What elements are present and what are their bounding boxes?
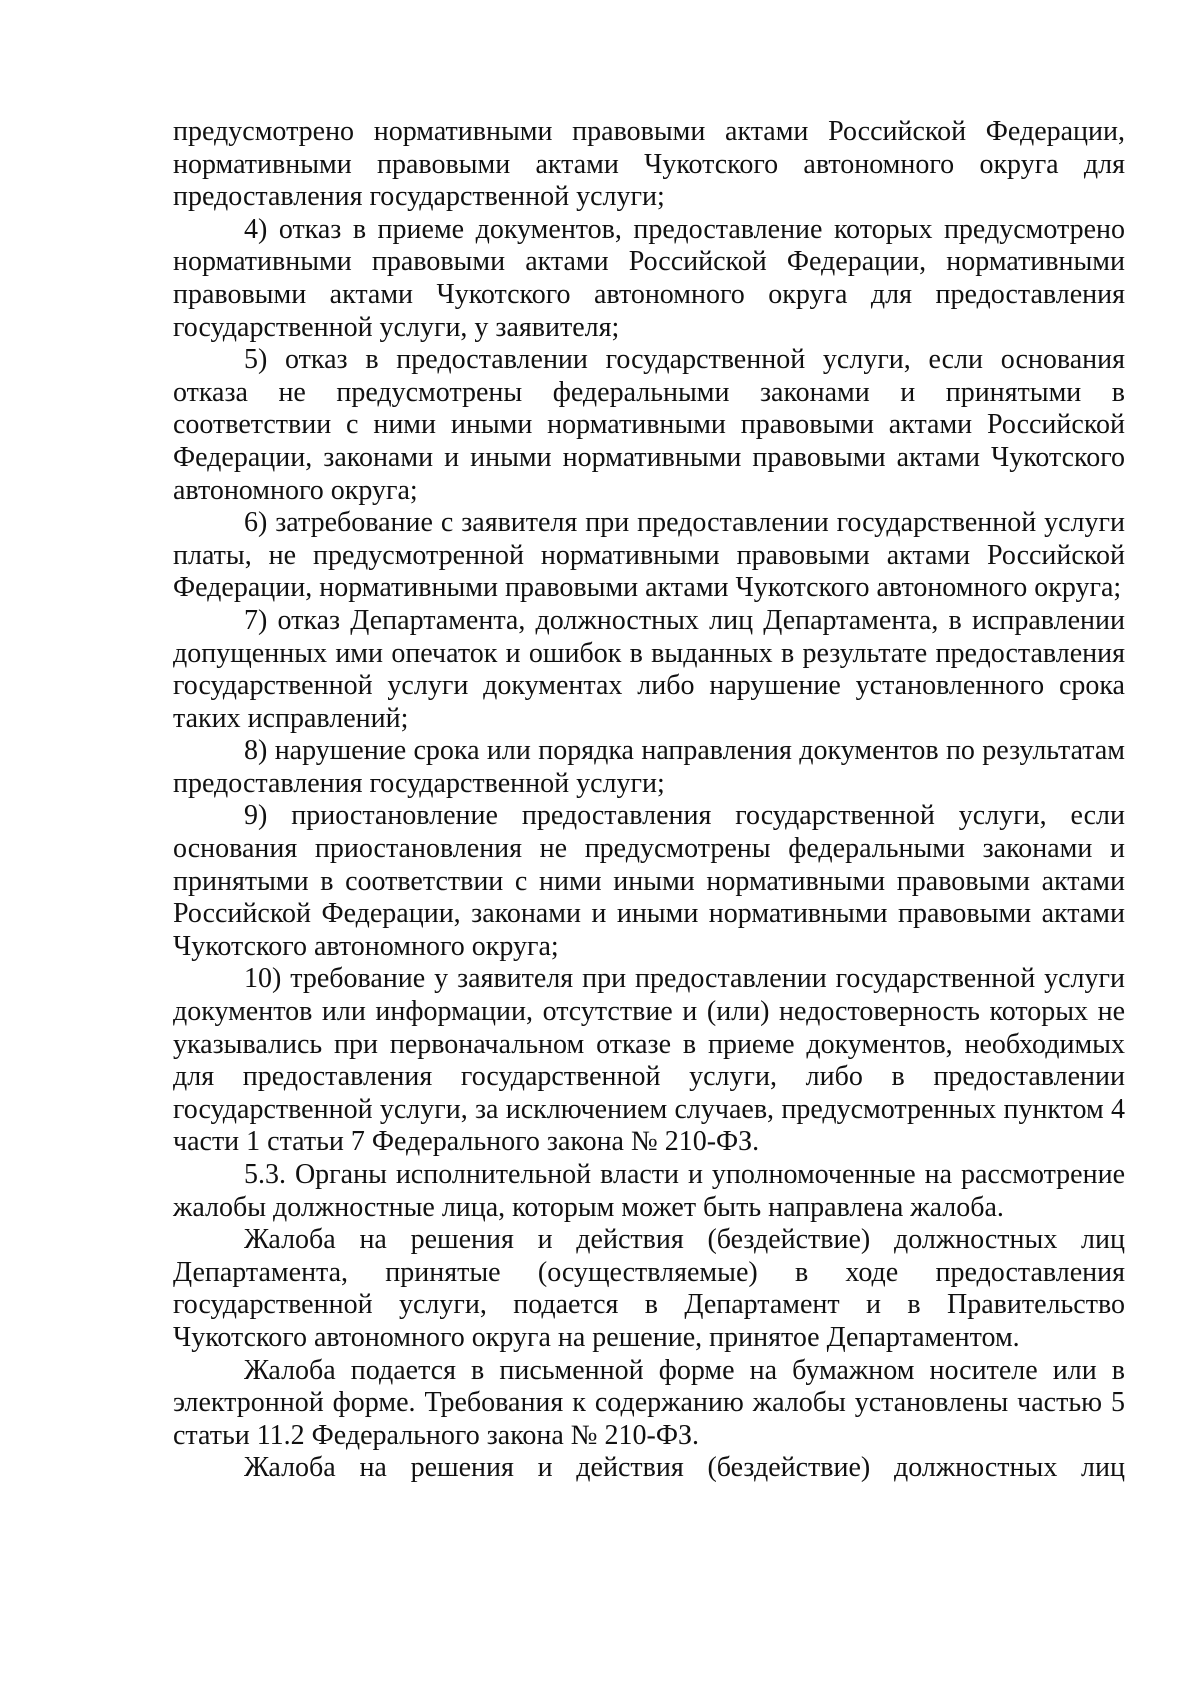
paragraph-item-10: 10) требование у заявителя при предоставлении государственной услуги документов или информации, отсутствие и (или) недостоверность которых не указывались при первоначальном отказе в приеме документов, необходимых для предоставления государственной услуги, либо в предоставлении государственной услуги, за исключением случаев, предусмотренных пунктом 4 части 1 статьи 7 Федерального закона № 210-ФЗ. <box>173 963 1125 1158</box>
document-body <box>173 116 1125 1485</box>
paragraph-item-7: 7) отказ Департамента, должностных лиц Департамента, в исправлении допущенных ими опечаток и ошибок в выданных в результате предоставления государственной услуги документах либо нарушение установленного срока таких исправлений; <box>173 604 1125 734</box>
paragraph-item-5: 5) отказ в предоставлении государственной услуги, если основания отказа не предусмотрены федеральными законами и принятыми в соответствии с ними иными нормативными правовыми актами Российской Федерации, законами и иными нормативными правовыми актами Чукотского автономного округа; <box>173 344 1125 506</box>
paragraph-complaint-form: Жалоба подается в письменной форме на бумажном носителе или в электронной форме. Требования к содержанию жалобы установлены частью 5 статьи 11.2 Федерального закона № 210-ФЗ. <box>173 1354 1125 1451</box>
paragraph-continuation: предусмотрено нормативными правовыми актами Российской Федерации, нормативными правовыми актами Чукотского автономного округа для предоставления государственной услуги; <box>173 116 1125 213</box>
paragraph-item-9: 9) приостановление предоставления государственной услуги, если основания приостановления не предусмотрены федеральными законами и принятыми в соответствии с ними иными нормативными правовыми актами Российской Федерации, законами и иными нормативными правовыми актами Чукотского автономного округа; <box>173 800 1125 962</box>
paragraph-complaint-officials: Жалоба на решения и действия (бездействие) должностных лиц <box>244 1452 1125 1484</box>
paragraph-item-4: 4) отказ в приеме документов, предоставление которых предусмотрено нормативными правовыми актами Российской Федерации, нормативными правовыми актами Чукотского автономного округа для предоставления государственной услуги, у заявителя; <box>173 213 1125 343</box>
paragraph-section-5-3: 5.3. Органы исполнительной власти и уполномоченные на рассмотрение жалобы должностные лица, которым может быть направлена жалоба. <box>173 1159 1125 1223</box>
paragraph-item-8: 8) нарушение срока или порядка направления документов по результатам предоставления государственной услуги; <box>173 735 1125 799</box>
paragraph-complaint-department: Жалоба на решения и действия (бездействие) должностных лиц Департамента, принятые (осуществляемые) в ходе предоставления государственной услуги, подается в Департамент и в Правительство Чукотского автономного округа на решение, принятое Департаментом. <box>173 1224 1125 1353</box>
paragraph-item-6: 6) затребование с заявителя при предоставлении государственной услуги платы, не предусмотренной нормативными правовыми актами Российской Федерации, нормативными правовыми актами Чукотского автономного округа; <box>173 507 1125 604</box>
